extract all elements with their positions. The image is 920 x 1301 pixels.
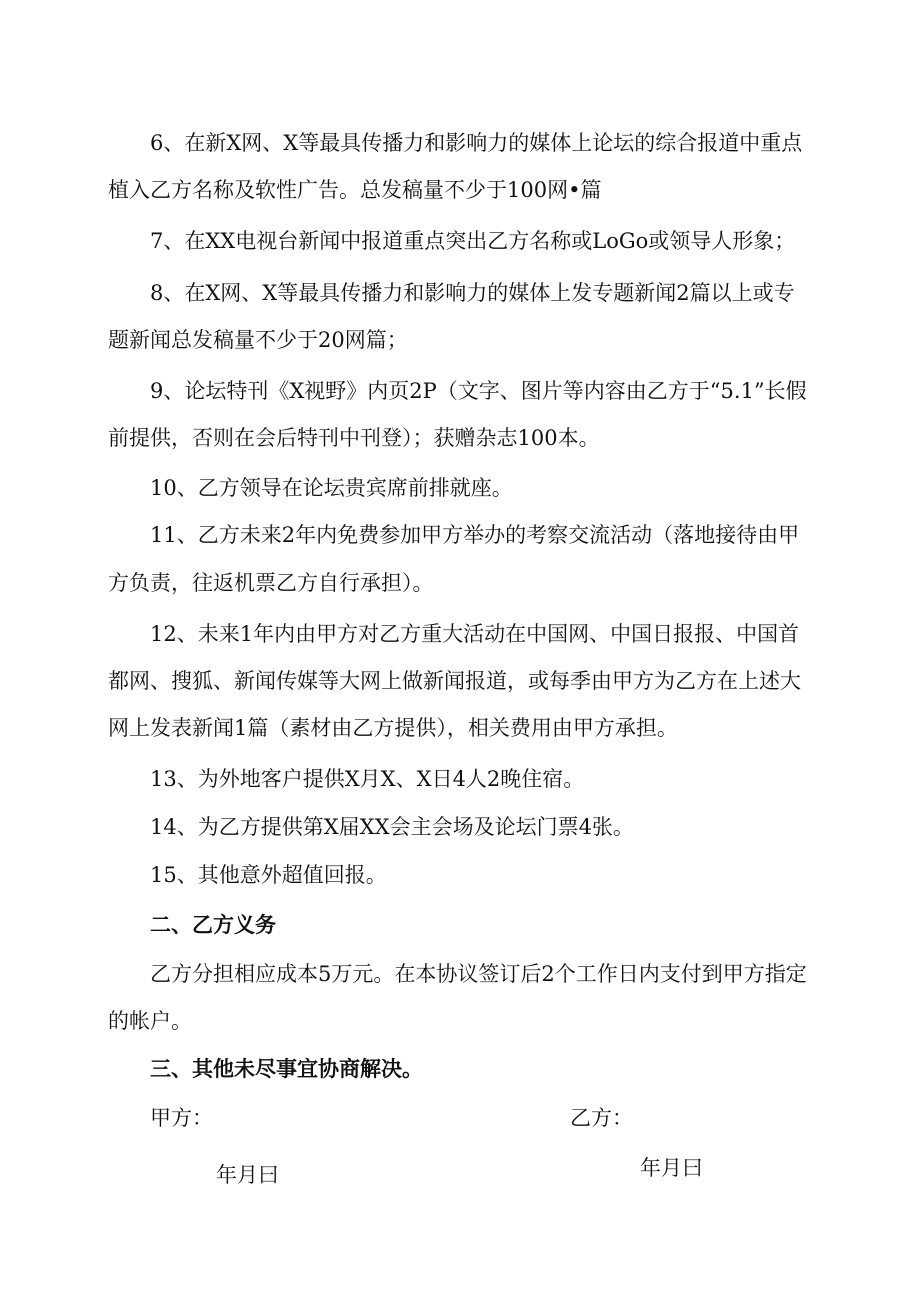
item-6-line-2: 植入乙方名称及软性广告。总发稿量不少于100网•篇 bbox=[108, 178, 602, 202]
item-12-line-2: 都网、搜狐、新闻传媒等大网上做新闻报道，或每季由甲方为乙方在上述大 bbox=[108, 669, 801, 693]
item-11-line-2: 方负责，往返机票乙方自行承担）。 bbox=[108, 571, 434, 595]
party-b-label: 乙方： bbox=[570, 1106, 633, 1130]
item-7-line-1: 7、在XX电视台新闻中报道重点突出乙方名称或LoGo或领导人形象； bbox=[150, 229, 796, 253]
item-8-line-1: 8、在X网、X等最具传播力和影响力的媒体上发专题新闻2篇以上或专 bbox=[150, 281, 795, 305]
item-9-line-1: 9、论坛特刊《X视野》内页2P（文字、图片等内容由乙方于“5.1”长假 bbox=[150, 379, 807, 403]
item-15-line-1: 15、其他意外超值回报。 bbox=[150, 863, 387, 887]
item-8-line-2: 题新闻总发稿量不少于20网篇； bbox=[108, 328, 408, 352]
party-a-date: 年月曰 bbox=[216, 1163, 279, 1187]
item-9-line-2: 前提供，否则在会后特刊中刊登）；获赠杂志100本。 bbox=[108, 426, 600, 450]
item-11-line-1: 11、乙方未来2年内免费参加甲方举办的考察交流活动（落地接待由甲 bbox=[150, 523, 800, 547]
item-12-line-3: 网上发表新闻1篇（素材由乙方提供），相关费用由甲方承担。 bbox=[108, 716, 678, 740]
section-2-line-1: 乙方分担相应成本5万元。在本协议签订后2个工作日内支付到甲方指定 bbox=[150, 962, 807, 986]
section-2-line-2: 的帐户。 bbox=[108, 1009, 192, 1033]
item-13-line-1: 13、为外地客户提供X月X、X日4人2晚住宿。 bbox=[150, 767, 585, 791]
party-b-date: 年月曰 bbox=[640, 1156, 703, 1180]
item-12-line-1: 12、未来1年内由甲方对乙方重大活动在中国网、中国日报报、中国首 bbox=[150, 622, 800, 646]
item-10-line-1: 10、乙方领导在论坛贵宾席前排就座。 bbox=[150, 476, 513, 500]
section-2-heading: 二、乙方义务 bbox=[150, 912, 276, 937]
item-14-line-1: 14、为乙方提供第X届XX会主会场及论坛门票4张。 bbox=[150, 815, 634, 839]
item-6-line-1: 6、在新X网、X等最具传播力和影响力的媒体上论坛的综合报道中重点 bbox=[150, 131, 803, 155]
section-3-heading: 三、其他未尽事宜协商解决。 bbox=[150, 1056, 423, 1081]
party-a-label: 甲方： bbox=[150, 1106, 213, 1130]
